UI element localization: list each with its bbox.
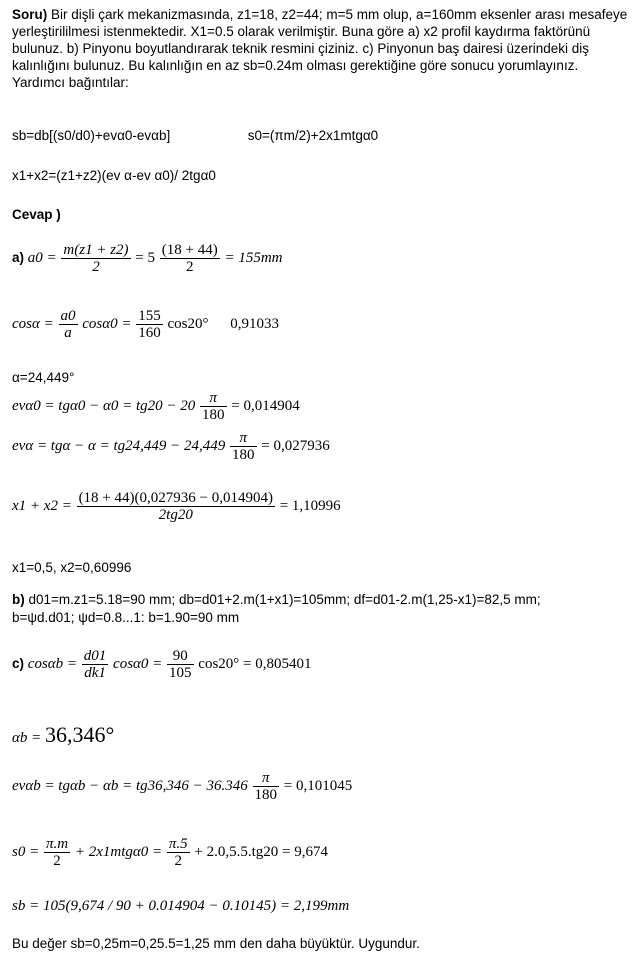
equation-ev-alpha-b: evαb = tgαb − αb = tg36,346 − 36.346 $\frac{\pi}{180}$ = 0,101045 [12,770,353,803]
equation-sb: sb = 105(9,674 / 90 + 0.014904 − 0.10145) = 2,199mm [12,898,350,914]
helper-formula-s0: s0=(πm/2)+2x1mtgα0 [247,128,379,143]
fraction: $\frac{\pi}{180}$ [202,390,225,423]
fraction: $\frac{(18 + 44)(0,027936 - 0,014904)}{2tg20}$ [78,490,273,523]
helper-formulas-row [12,128,378,143]
equation-ev-alpha: evα = tgα − α = tg24,449 − 24,449 $\frac{\pi}{180}$ = 0,027936 [12,430,330,463]
question-label: Soru) [12,7,48,22]
fraction: $\frac{\pi}{180}$ [232,430,255,463]
part-b-line2: b=ψd.d01; ψd=0.8...1: b=1.90=90 mm [12,610,240,625]
fraction: $\frac{\pi}{180}$ [254,770,278,803]
x-results: x1=0,5, x2=0,60996 [12,560,132,575]
equation-ev-alpha0: evα0 = tgα0 − α0 = tg20 − 20 $\frac{\pi}{180}$ = 0,014904 [12,390,300,423]
equation-x-sum: x1 + x2 = $\frac{(18 + 44)(0,027936 - 0,014904)}{2tg20}$ = 1,10996 [12,490,341,523]
fraction: $\frac{155}{160}$ [138,308,161,341]
part-b-label: b) [12,592,25,607]
part-a-label: a) [12,249,25,265]
question-text: Bir dişli çark mekanizmasında, z1=18, z2=44; m=5 mm olup, a=160mm eksenler arası mesafeye yerleştirililmesi istenmektedir. X1=0.5 olarak verilmiştir. Buna göre a) x2 profil kaydırma faktörünü bulunuz. b) Pinyonu boyutlandırarak teknik resmini çiziniz. c) Pinyonun baş dairesi üzerindeki diş kalınlığını bulunuz. Bu kalınlığın en az sb=0.24m olması gerektiğine göre sonucu yorumlayınız. Yardımcı bağıntılar: [12,7,628,90]
helper-formula-x: x1+x2=(z1+z2)(ev α-ev α0)/ 2tgα0 [12,168,216,183]
eq-a0-lhs: a0 = [27,249,57,266]
fraction: $\frac{m(z1 + z2)}{2}$ [63,242,129,275]
equation-cos-alpha: cosα = $\frac{a0}{a}$ cosα0 = $\frac{155}{160}$ cos20° 0,91033 [12,308,279,341]
fraction: $\frac{d01}{dk1}$ [83,648,107,681]
part-c-label: c) [12,655,25,671]
alpha-b-value: αb = 36,346° [12,722,115,747]
fraction: $\frac{\pi.m}{2}$ [45,836,69,869]
fraction: $\frac{(18 + 44)}{2}$ [161,242,218,275]
equation-cos-alpha-b: c) cosαb = $\frac{d01}{dk1}$ cosα0 = $\frac{90}{105}$ cos20° = 0,805401 [12,648,312,681]
part-b-line1: b) d01=m.z1=5.18=90 mm; db=d01+2.m(1+x1)=105mm; df=d01-2.m(1,25-x1)=82,5 mm; [12,592,541,607]
alpha-value: α=24,449° [12,370,75,385]
problem-statement [12,6,632,91]
helper-formula-sb: sb=db[(s0/d0)+evα0-evαb] [12,128,171,143]
conclusion: Bu değer sb=0,25m=0,25.5=1,25 mm den daha büyüktür. Uygundur. [12,936,420,951]
fraction: $\frac{\pi.5}{2}$ [168,836,188,869]
equation-a0: a) a0 = $\frac{m(z1 + z2)}{2}$ = 5 $\frac{(18 + 44)}{2}$ = 155mm [12,242,283,275]
answer-label: Cevap ) [12,207,61,222]
equation-s0: s0 = $\frac{\pi.m}{2}$ + 2x1mtgα0 = $\frac{\pi.5}{2}$ + 2.0,5.5.tg20 = 9,674 [12,836,328,869]
fraction: $\frac{90}{105}$ [169,648,192,681]
fraction: $\frac{a0}{a}$ [60,308,76,341]
